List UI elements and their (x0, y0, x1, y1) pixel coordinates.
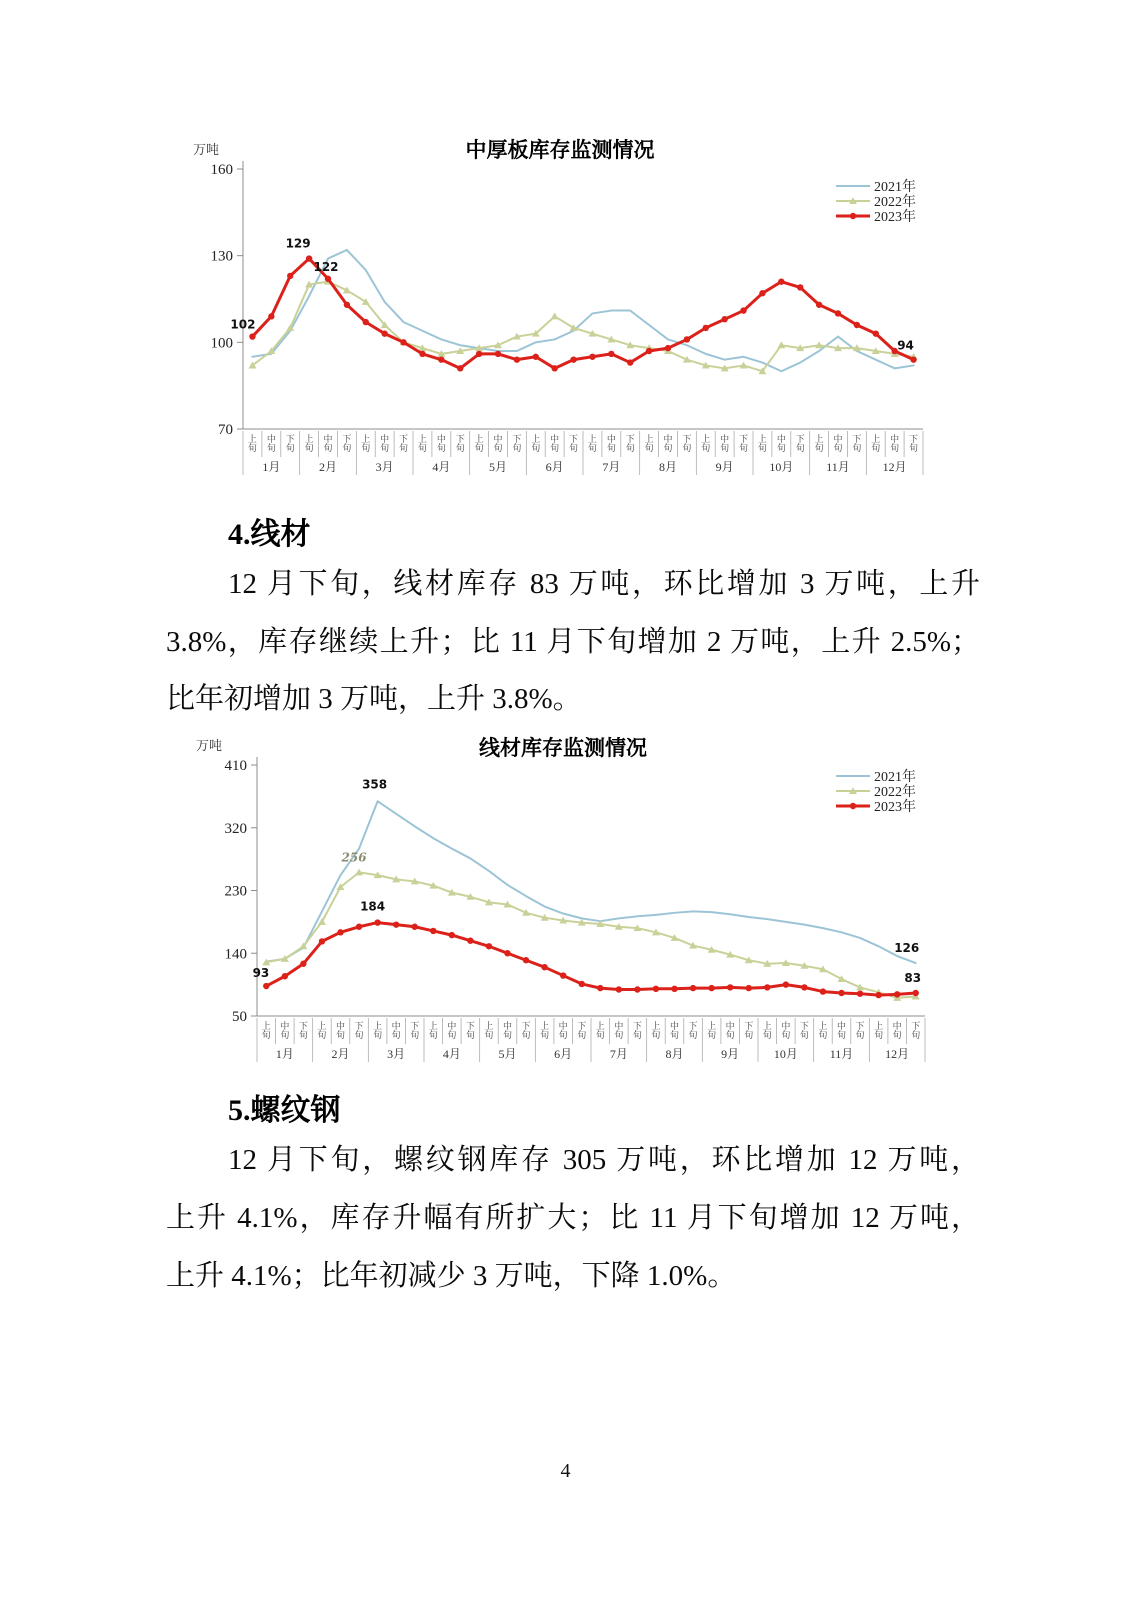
svg-text:上旬: 上旬 (587, 434, 597, 453)
svg-text:下旬: 下旬 (911, 1021, 921, 1040)
svg-text:7月: 7月 (609, 1047, 628, 1061)
svg-text:下旬: 下旬 (909, 434, 919, 453)
svg-text:中旬: 中旬 (720, 434, 730, 453)
svg-text:上旬: 上旬 (871, 434, 881, 453)
svg-text:2021年: 2021年 (874, 770, 916, 785)
svg-text:184: 184 (360, 899, 386, 914)
svg-text:上旬: 上旬 (261, 1021, 271, 1040)
svg-text:10月: 10月 (769, 460, 794, 474)
svg-text:中旬: 中旬 (436, 434, 446, 453)
svg-text:下旬: 下旬 (569, 434, 579, 453)
svg-text:129: 129 (285, 236, 311, 251)
svg-text:中旬: 中旬 (266, 434, 276, 453)
paragraph-line: 12 月下旬，线材库存 83 万吨，环比增加 3 万吨，上升 (228, 568, 980, 600)
svg-text:中旬: 中旬 (833, 434, 843, 453)
svg-text:4月: 4月 (432, 460, 451, 474)
svg-text:下旬: 下旬 (342, 434, 352, 453)
svg-text:93: 93 (252, 966, 270, 981)
chart-title: 中厚板库存监测情况 (465, 138, 655, 162)
svg-text:下旬: 下旬 (298, 1021, 308, 1040)
svg-text:358: 358 (362, 777, 388, 792)
series-2022年 (248, 278, 917, 374)
svg-text:下旬: 下旬 (632, 1021, 642, 1040)
svg-text:8月: 8月 (665, 1047, 684, 1061)
paragraph-line: 上升 4.1%，库存升幅有所扩大；比 11 月下旬增加 12 万吨， (166, 1202, 980, 1234)
series-2023年 (249, 255, 917, 371)
svg-text:230: 230 (224, 883, 247, 900)
svg-text:中旬: 中旬 (892, 1021, 902, 1040)
svg-text:上旬: 上旬 (428, 1021, 438, 1040)
svg-text:下旬: 下旬 (577, 1021, 587, 1040)
y-axis-unit-label: 万吨 (193, 142, 220, 157)
svg-text:160: 160 (210, 162, 233, 178)
svg-text:中旬: 中旬 (836, 1021, 847, 1040)
section-heading-wire-rod: 4.线材 (228, 518, 311, 551)
svg-text:83: 83 (904, 970, 922, 985)
svg-text:下旬: 下旬 (625, 434, 635, 453)
svg-text:下旬: 下旬 (512, 434, 522, 453)
section-heading-rebar: 5.螺纹钢 (228, 1094, 341, 1127)
x-axis-labels (243, 431, 923, 475)
paragraph-line: 比年初增加 3 万吨，上升 3.8%。 (166, 683, 582, 715)
svg-text:3月: 3月 (387, 1047, 406, 1061)
svg-text:中旬: 中旬 (493, 434, 503, 453)
svg-text:上旬: 上旬 (317, 1021, 327, 1040)
svg-text:94: 94 (897, 338, 914, 353)
svg-text:102: 102 (230, 317, 256, 332)
svg-text:中旬: 中旬 (335, 1021, 346, 1040)
svg-text:上旬: 上旬 (651, 1021, 661, 1040)
svg-text:上旬: 上旬 (595, 1021, 605, 1040)
svg-text:3月: 3月 (375, 460, 394, 474)
series-2023年 (263, 919, 922, 998)
svg-text:2月: 2月 (318, 460, 338, 474)
svg-text:10月: 10月 (773, 1047, 798, 1061)
point-labels (230, 237, 914, 353)
paragraph-line: 上升 4.1%；比年初减少 3 万吨，下降 1.0%。 (166, 1260, 737, 1292)
svg-text:下旬: 下旬 (682, 434, 692, 453)
svg-text:上旬: 上旬 (644, 434, 654, 453)
svg-text:中旬: 中旬 (781, 1021, 791, 1040)
svg-text:5月: 5月 (498, 1047, 517, 1061)
svg-text:6月: 6月 (545, 460, 564, 474)
axes (225, 757, 926, 1025)
svg-text:9月: 9月 (721, 1047, 740, 1061)
svg-text:中旬: 中旬 (280, 1021, 290, 1040)
svg-text:126: 126 (894, 941, 920, 956)
svg-text:12月: 12月 (885, 1047, 910, 1061)
svg-text:1月: 1月 (262, 460, 281, 474)
svg-text:上旬: 上旬 (701, 434, 711, 453)
svg-text:上旬: 上旬 (531, 434, 541, 453)
svg-text:6月: 6月 (554, 1047, 573, 1061)
svg-text:下旬: 下旬 (521, 1021, 531, 1040)
svg-text:上旬: 上旬 (762, 1021, 772, 1040)
svg-text:11月: 11月 (826, 460, 850, 474)
svg-text:中旬: 中旬 (890, 434, 900, 453)
svg-text:11月: 11月 (829, 1047, 854, 1061)
svg-text:中旬: 中旬 (606, 434, 616, 453)
svg-text:9月: 9月 (715, 460, 734, 474)
svg-text:上旬: 上旬 (874, 1021, 884, 1040)
svg-text:中旬: 中旬 (380, 434, 390, 453)
svg-text:下旬: 下旬 (465, 1021, 475, 1040)
svg-text:2023年: 2023年 (874, 800, 916, 815)
svg-text:中旬: 中旬 (776, 434, 786, 453)
series-2022年 (262, 869, 922, 1001)
svg-text:上旬: 上旬 (484, 1021, 494, 1040)
svg-text:上旬: 上旬 (361, 434, 371, 453)
legend (836, 768, 916, 815)
svg-text:上旬: 上旬 (417, 434, 427, 453)
svg-text:上旬: 上旬 (814, 434, 824, 453)
svg-text:中旬: 中旬 (447, 1021, 457, 1040)
svg-text:下旬: 下旬 (688, 1021, 698, 1040)
svg-text:12月: 12月 (882, 460, 907, 474)
svg-text:中旬: 中旬 (502, 1021, 513, 1040)
svg-text:上旬: 上旬 (818, 1021, 828, 1040)
svg-text:中旬: 中旬 (669, 1021, 680, 1040)
svg-text:上旬: 上旬 (540, 1021, 550, 1040)
svg-text:5月: 5月 (488, 460, 508, 474)
svg-text:下旬: 下旬 (744, 1021, 754, 1040)
svg-text:下旬: 下旬 (399, 434, 409, 453)
svg-text:7月: 7月 (602, 460, 621, 474)
svg-text:1月: 1月 (275, 1047, 294, 1061)
axes (211, 161, 924, 438)
svg-text:中旬: 中旬 (550, 434, 560, 453)
svg-text:50: 50 (232, 1009, 247, 1025)
svg-text:2023年: 2023年 (874, 210, 916, 225)
svg-text:下旬: 下旬 (410, 1021, 420, 1040)
svg-text:中旬: 中旬 (614, 1021, 624, 1040)
svg-text:8月: 8月 (658, 460, 678, 474)
legend (836, 178, 916, 225)
svg-text:下旬: 下旬 (285, 434, 295, 453)
svg-text:中旬: 中旬 (663, 434, 673, 453)
svg-text:122: 122 (313, 259, 339, 274)
x-axis-labels (257, 1018, 925, 1062)
svg-text:中旬: 中旬 (391, 1021, 401, 1040)
svg-text:2022年: 2022年 (874, 785, 916, 800)
svg-text:中旬: 中旬 (725, 1021, 735, 1040)
svg-text:上旬: 上旬 (757, 434, 767, 453)
svg-text:70: 70 (218, 422, 233, 438)
paragraph-line: 12 月下旬，螺纹钢库存 305 万吨，环比增加 12 万吨， (228, 1144, 980, 1176)
svg-text:中旬: 中旬 (558, 1021, 568, 1040)
svg-text:上旬: 上旬 (707, 1021, 717, 1040)
svg-text:上旬: 上旬 (474, 434, 484, 453)
svg-text:100: 100 (210, 335, 233, 352)
point-labels (253, 777, 921, 985)
svg-text:上旬: 上旬 (247, 434, 257, 453)
svg-text:2022年: 2022年 (874, 195, 916, 210)
svg-text:上旬: 上旬 (304, 434, 314, 453)
y-axis-unit-label: 万吨 (196, 738, 223, 753)
svg-text:140: 140 (224, 946, 247, 963)
svg-text:2月: 2月 (331, 1047, 350, 1061)
svg-text:320: 320 (224, 820, 247, 837)
svg-text:下旬: 下旬 (799, 1021, 809, 1040)
svg-text:下旬: 下旬 (455, 434, 465, 453)
svg-text:上旬: 上旬 (373, 1021, 383, 1040)
svg-text:下旬: 下旬 (739, 434, 749, 453)
svg-text:下旬: 下旬 (795, 434, 805, 453)
svg-text:下旬: 下旬 (852, 434, 862, 453)
svg-text:下旬: 下旬 (354, 1021, 364, 1040)
paragraph-line: 3.8%，库存继续上升；比 11 月下旬增加 2 万吨，上升 2.5%； (166, 626, 980, 658)
medium-plate-inventory-chart (130, 126, 1010, 478)
svg-text:130: 130 (210, 248, 233, 265)
svg-text:256: 256 (341, 850, 367, 865)
svg-text:2021年: 2021年 (874, 180, 916, 195)
svg-text:410: 410 (224, 758, 247, 774)
page-number: 4 (560, 1460, 571, 1482)
chart-title: 线材库存监测情况 (479, 736, 647, 760)
svg-text:中旬: 中旬 (323, 434, 333, 453)
svg-text:4月: 4月 (442, 1047, 461, 1061)
wire-rod-inventory-chart (130, 721, 1010, 1073)
series-2021年 (266, 801, 915, 963)
svg-text:下旬: 下旬 (855, 1021, 865, 1040)
